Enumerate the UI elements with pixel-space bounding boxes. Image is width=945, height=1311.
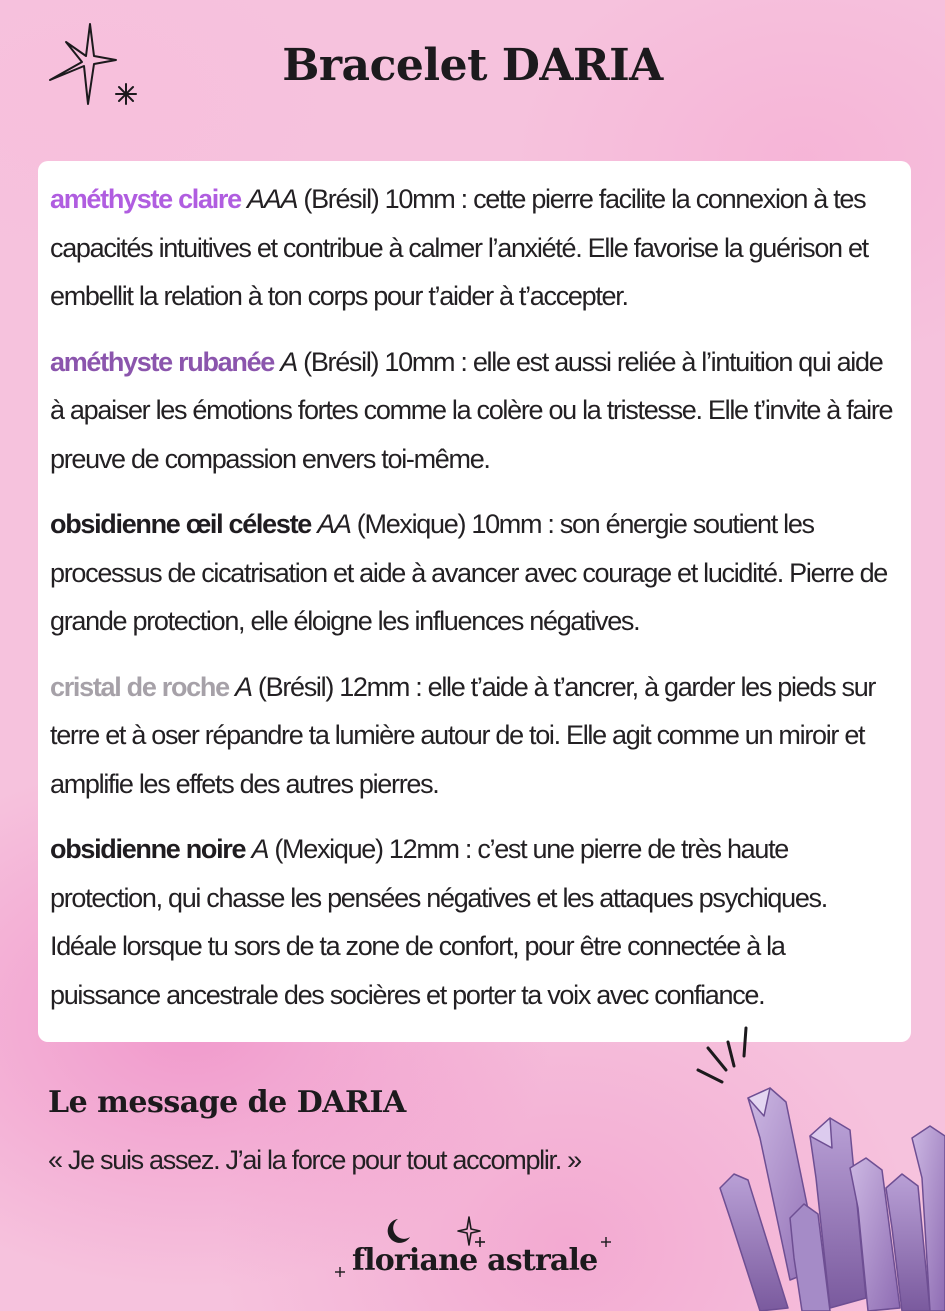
stone-cristal-de-roche [50, 663, 897, 809]
stone-name: améthyste claire [50, 184, 241, 214]
message-title: Le message de DARIA [48, 1085, 406, 1120]
stone-grade: A [235, 671, 252, 702]
stone-grade: AA [317, 509, 351, 539]
brand-name: floriane astrale [352, 1243, 598, 1278]
stone-description: (Mexique) 10mm : son énergie soutient les processus de cicatrisation et aide à avancer avec courage et lucidité. Pierre de grande protection, elle éloigne les influences négatives. [50, 509, 888, 636]
stone-description: (Brésil) 10mm : elle est aussi reliée à l’intuition qui aide à apaiser les émotions fortes comme la colère ou la tristesse. Elle t’invite à faire preuve de compassion envers toi-même. [50, 346, 893, 474]
crescent-moon-icon [388, 1219, 410, 1243]
stone-description: (Brésil) 10mm : cette pierre facilite la connexion à tes capacités intuitives et contribue à calmer l’anxiété. Elle favorise la guérison et embellit la relation à ton corps pour t’aider à t’accepter. [50, 184, 868, 311]
brand-logo [330, 1215, 620, 1290]
stone-amethyste-rubanee [50, 338, 897, 484]
stone-grade: A [251, 834, 269, 864]
stone-name: obsidienne œil céleste [50, 509, 311, 539]
stones-card [38, 161, 911, 1042]
stone-obsidienne-noire [50, 825, 897, 1019]
stone-grade: A [280, 346, 297, 377]
message-quote: « Je suis assez. J’ai la force pour tout accomplir. » [48, 1145, 581, 1175]
stone-obsidienne-oeil-celeste [50, 500, 897, 646]
stone-description: (Mexique) 12mm : c’est une pierre de très haute protection, qui chasse les pensées négatives et les attaques psychiques. Idéale lorsque tu sors de ta zone de confort, pour être connectée à la puissance ancestrale des socières et porter ta voix avec confiance. [50, 834, 827, 1010]
sparkle-stars-icon [42, 20, 152, 115]
stone-amethyste-claire [50, 175, 897, 321]
page-title: Bracelet DARIA [282, 40, 663, 91]
stone-name: obsidienne noire [50, 834, 246, 864]
stone-name: cristal de roche [50, 671, 229, 702]
stone-description: (Brésil) 12mm : elle t’aide à t’ancrer, à garder les pieds sur terre et à oser répandre ta lumière autour de toi. Elle agit comme un miroir et amplifie les effets des autres pierres. [50, 671, 876, 799]
amethyst-crystal-cluster-icon [690, 1018, 945, 1311]
stone-grade: AAA [247, 184, 298, 214]
stone-name: améthyste rubanée [50, 346, 274, 377]
